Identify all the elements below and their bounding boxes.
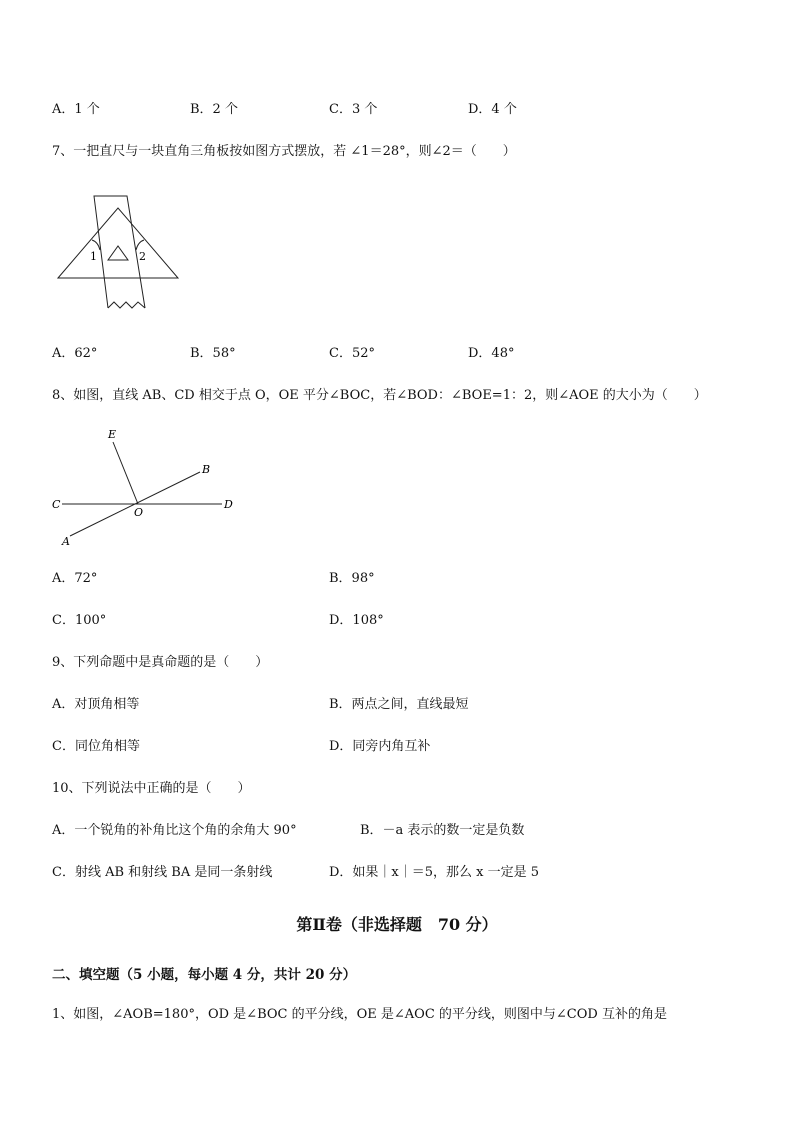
part2-title: 第Ⅱ卷（非选择题 70 分） <box>296 915 498 934</box>
q9-option-b: B．两点之间，直线最短 <box>329 697 469 712</box>
angle-1-label: 1 <box>90 250 97 263</box>
q8-option-c: C．100° <box>52 613 107 628</box>
q7-figure <box>52 190 187 315</box>
q6-option-b: B．2 个 <box>190 102 238 117</box>
label-o: O <box>134 506 144 519</box>
q7-option-b: B．58° <box>190 346 236 361</box>
q8-stem: 8、如图，直线 AB、CD 相交于点 O，OE 平分∠BOC，若∠BOD：∠BOE=1：2，则∠AOE 的大小为（ ） <box>52 388 707 403</box>
angle-2-arc <box>136 240 144 250</box>
triangle-outline <box>58 208 178 278</box>
label-e: E <box>108 428 117 441</box>
q10-option-d: D．如果｜x｜＝5，那么 x 一定是 5 <box>329 865 540 880</box>
q8-figure <box>50 420 250 550</box>
q6-option-a: A．1 个 <box>52 102 100 117</box>
label-d: D <box>224 498 233 511</box>
fill1-stem: 1、如图，∠AOB=180°，OD 是∠BOC 的平分线，OE 是∠AOC 的平分线，则图中与∠COD 互补的角是 <box>52 1007 667 1022</box>
q10-stem: 10、下列说法中正确的是（ ） <box>52 781 251 796</box>
label-a: A <box>62 535 70 548</box>
label-c: C <box>52 498 61 511</box>
q10-option-b: B．－a 表示的数一定是负数 <box>360 823 525 838</box>
ruler-shape <box>94 196 145 308</box>
q10-option-a: A．一个锐角的补角比这个角的余角大 90° <box>52 823 297 838</box>
q9-option-a: A．对顶角相等 <box>52 697 140 712</box>
fill-section-title: 二、填空题（5 小题，每小题 4 分，共计 20 分） <box>52 967 357 983</box>
q10-option-c: C．射线 AB 和射线 BA 是同一条射线 <box>52 865 273 880</box>
q7-stem: 7、一把直尺与一块直角三角板按如图方式摆放，若 ∠1＝28°，则∠2＝（ ） <box>52 144 516 159</box>
q8-option-b: B．98° <box>329 571 375 586</box>
q7-option-c: C．52° <box>329 346 375 361</box>
q7-option-a: A．62° <box>52 346 98 361</box>
ruler-broken-end <box>108 302 145 308</box>
q6-option-c: C．3 个 <box>329 102 378 117</box>
q8-option-d: D．108° <box>329 613 384 628</box>
q6-option-d: D．4 个 <box>468 102 517 117</box>
label-b: B <box>202 463 211 476</box>
angle-1-arc <box>92 240 100 250</box>
q9-stem: 9、下列命题中是真命题的是（ ） <box>52 655 269 670</box>
ray-oe <box>113 442 138 504</box>
q8-option-a: A．72° <box>52 571 98 586</box>
q9-option-d: D．同旁内角互补 <box>329 739 431 754</box>
q9-option-c: C．同位角相等 <box>52 739 140 754</box>
triangle-inner-hole <box>108 246 128 260</box>
angle-2-label: 2 <box>139 250 146 263</box>
q7-option-d: D．48° <box>468 346 515 361</box>
